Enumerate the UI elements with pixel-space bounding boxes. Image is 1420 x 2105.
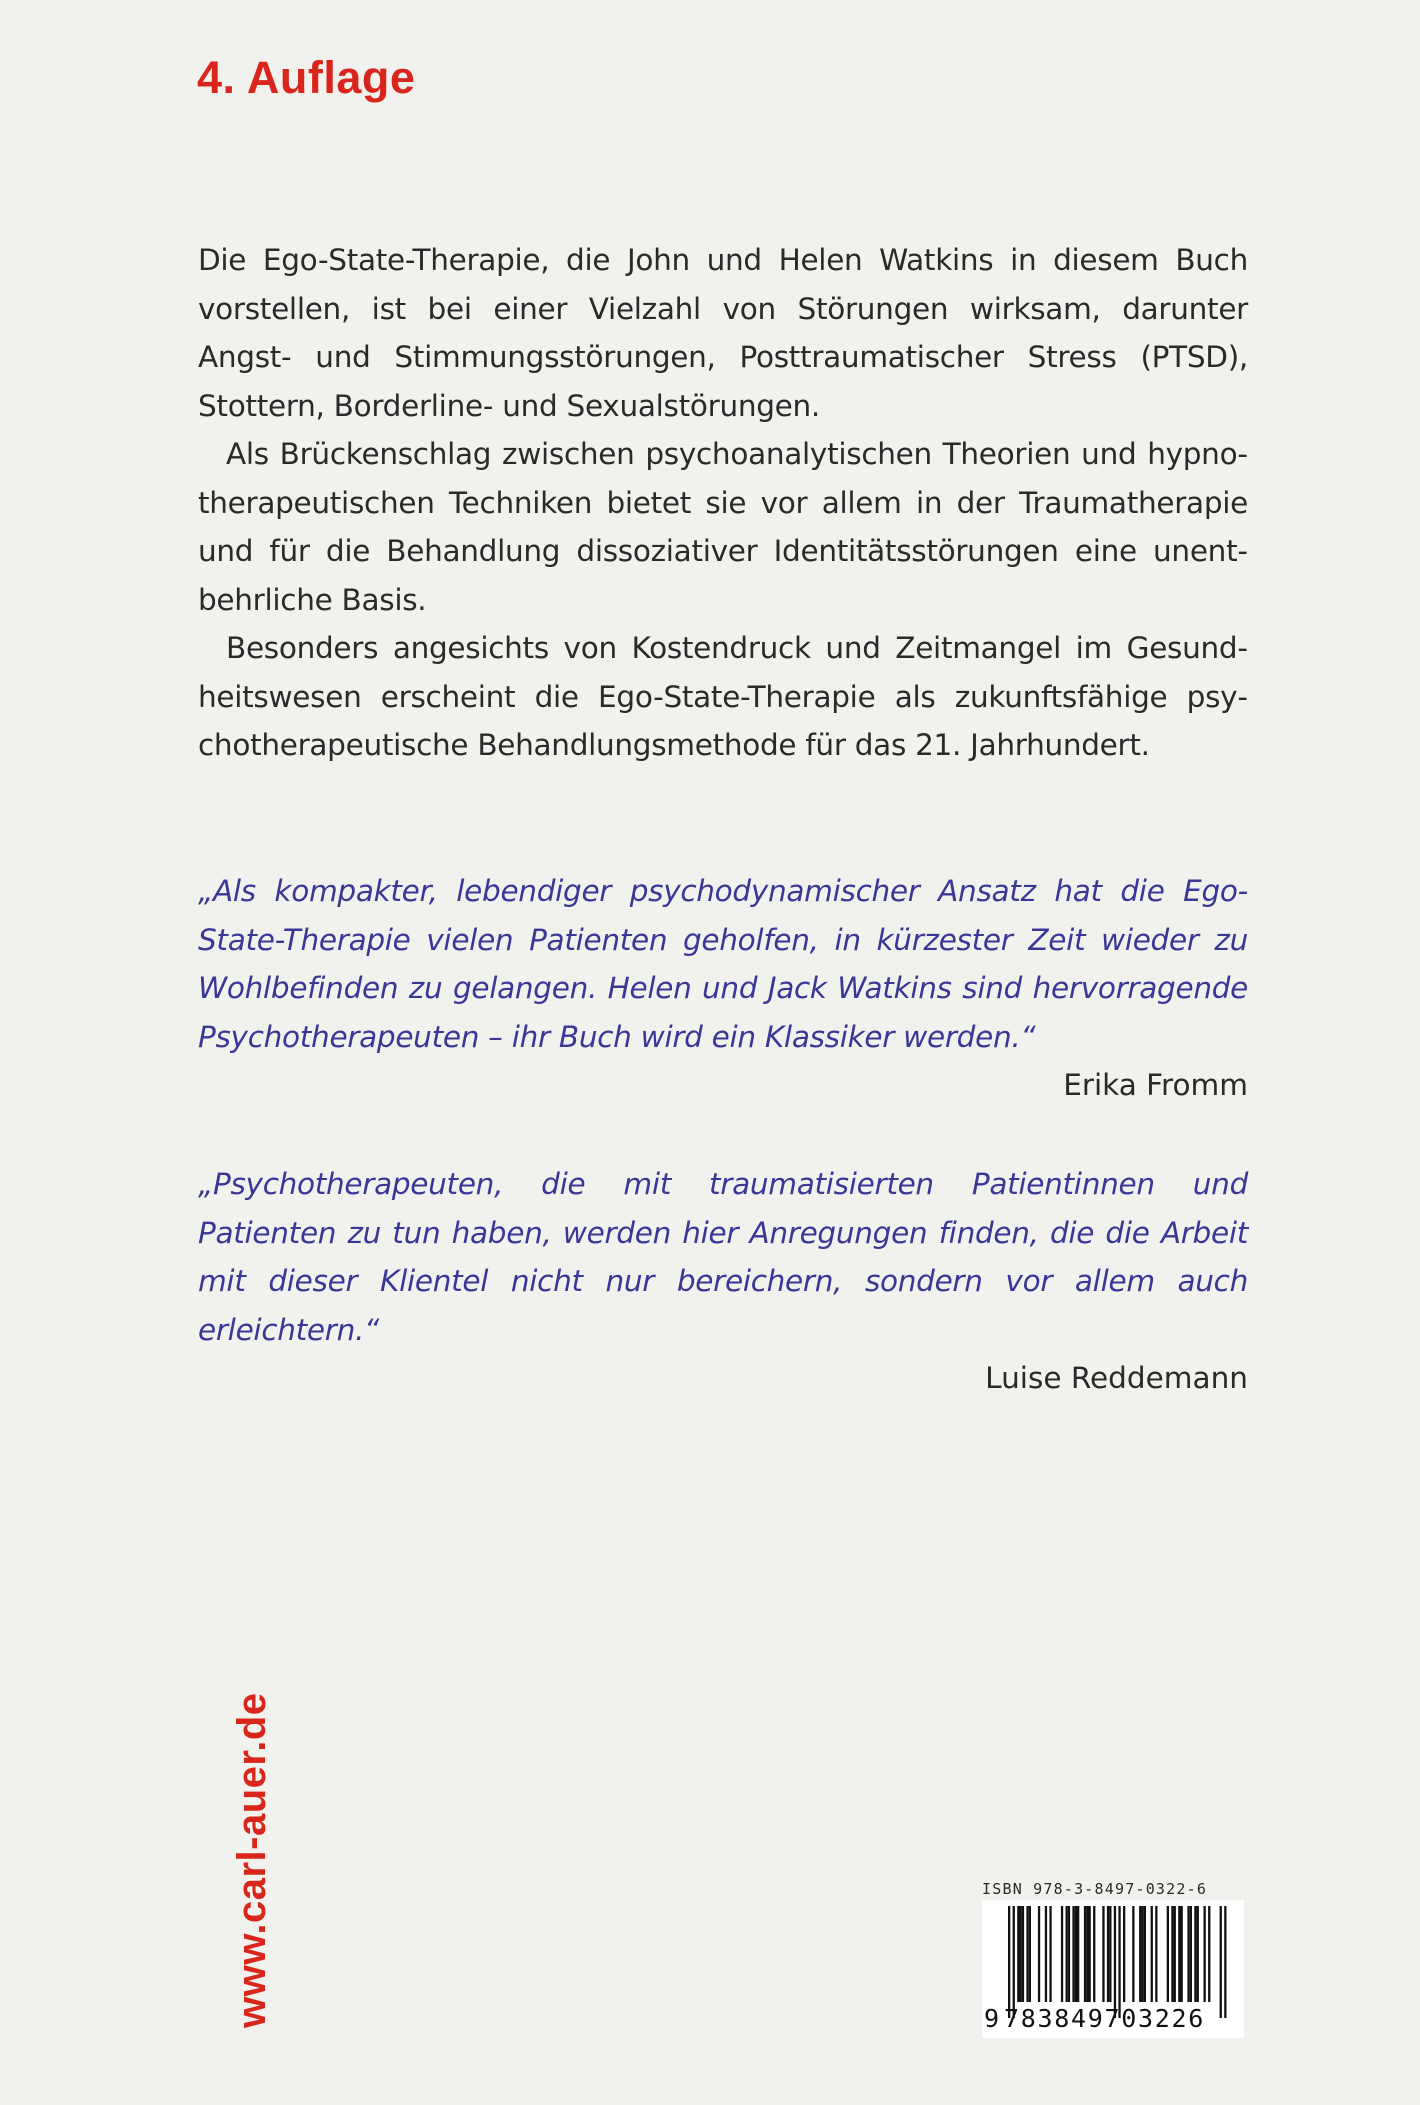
isbn-label: ISBN 978-3-8497-0322-6 [982, 1880, 1208, 1898]
barcode-bar [1190, 1906, 1192, 2002]
testimonial [198, 1160, 1248, 1403]
testimonial-text: „Psychotherapeuten, die mit traumatisierten Patientinnen und Patienten zu tun haben, werden hier Anregungen finden, die die Arbeit mit dieser Klientel nicht nur bereichern, sondern vor allem auch erleichtern.“ [198, 1167, 1248, 1347]
barcode-bar [1049, 1906, 1051, 2002]
barcode-bar [1026, 1906, 1028, 2002]
barcode-bar [1208, 1906, 1210, 2002]
barcode-bar [1132, 1906, 1134, 2002]
blurb-paragraph: Die Ego-State-Therapie, die John und Helen Watkins in diesem Buch vorstellen, ist bei einer Vielzahl von Störungen wirksam, darunter Angst- und Stimmungsstörungen, Posttraumatischer Stress (PTSD), Stottern, Borderline- und Sexualstörungen. [198, 243, 1248, 423]
barcode-bar [1151, 1906, 1153, 2002]
barcode-bar [1075, 1906, 1077, 2002]
barcode-bar [1029, 1906, 1031, 2002]
testimonial-author: Luise Reddemann [985, 1361, 1248, 1395]
barcode-bar [1171, 1906, 1173, 2002]
barcode-bar [1107, 1906, 1109, 2002]
blurb-paragraph: Als Brückenschlag zwischen psychoanalytischen Theorien und hypnotherapeutischen Techniken bietet sie vor allem in der Traumatherapie und für die Behandlung dissoziativer Identitätsstörungen eine unentbehrliche Basis. [198, 437, 1248, 617]
barcode-bar [1118, 1906, 1120, 2018]
barcode-bar [1123, 1906, 1125, 2002]
barcode-bar [1086, 1906, 1088, 2002]
barcode-bar [1093, 1906, 1095, 2002]
barcode-bar [1187, 1906, 1189, 2002]
barcode-bar [1068, 1906, 1070, 2002]
barcode-bar [1139, 1906, 1141, 2002]
barcode-bar [1084, 1906, 1086, 2002]
barcode-bar [1089, 1906, 1091, 2002]
barcode-bar [1204, 1906, 1206, 2002]
barcode-bar [1144, 1906, 1146, 2002]
barcode-bar [1061, 1906, 1063, 2002]
testimonial [198, 867, 1248, 1110]
barcode-bar [1220, 1906, 1222, 2018]
barcode-bar [1017, 1906, 1019, 2002]
barcode-bar [1045, 1906, 1047, 2002]
barcode-bar [1022, 1906, 1024, 2002]
blurb-text [198, 236, 1248, 770]
barcode-bar [1109, 1906, 1111, 2002]
barcode-bar [1178, 1906, 1180, 2002]
barcode-bar [1102, 1906, 1104, 2002]
barcode-bar [1194, 1906, 1196, 2002]
edition-label: 4. Auflage [197, 52, 416, 103]
barcode-digits: 783849703226 [1004, 2004, 1206, 2033]
barcode-bar [1167, 1906, 1169, 2002]
barcode-bar [1038, 1906, 1040, 2002]
barcode-bar [1008, 1906, 1010, 2018]
barcode-bar [1020, 1906, 1022, 2002]
barcode-bar [1066, 1906, 1068, 2002]
barcode-bar [1181, 1906, 1183, 2002]
barcode-first-digit: 9 [984, 2004, 1000, 2033]
barcode-bar [1013, 1906, 1015, 2018]
blurb-paragraph: Besonders angesichts von Kostendruck und Zeitmangel im Gesundheitswesen erscheint die Ego-State-Therapie als zukunftsfähige psychotherapeutische Behandlungsmethode für das 21. Jahrhundert. [198, 631, 1248, 762]
barcode-bar [1141, 1906, 1143, 2002]
barcode-bar [1174, 1906, 1176, 2002]
barcode-bar [1155, 1906, 1157, 2002]
barcode-bar [1072, 1906, 1074, 2002]
barcode-bar [1224, 1906, 1226, 2018]
testimonial-author: Erika Fromm [1063, 1068, 1248, 1102]
barcode-bar [1077, 1906, 1079, 2002]
barcode-bar [1197, 1906, 1199, 2002]
testimonial-text: „Als kompakter, lebendiger psychodynamischer Ansatz hat die Ego-State-Therapie vielen Patienten geholfen, in kürzester Zeit wieder zu Wohlbefinden zu gelangen. Helen und Jack Watkins sind hervorragende Psychotherapeuten – ihr Buch wird ein Klassiker werden.“ [198, 874, 1248, 1054]
publisher-website: www.carl-auer.de [230, 1692, 274, 2028]
barcode-bar [1114, 1906, 1116, 2018]
